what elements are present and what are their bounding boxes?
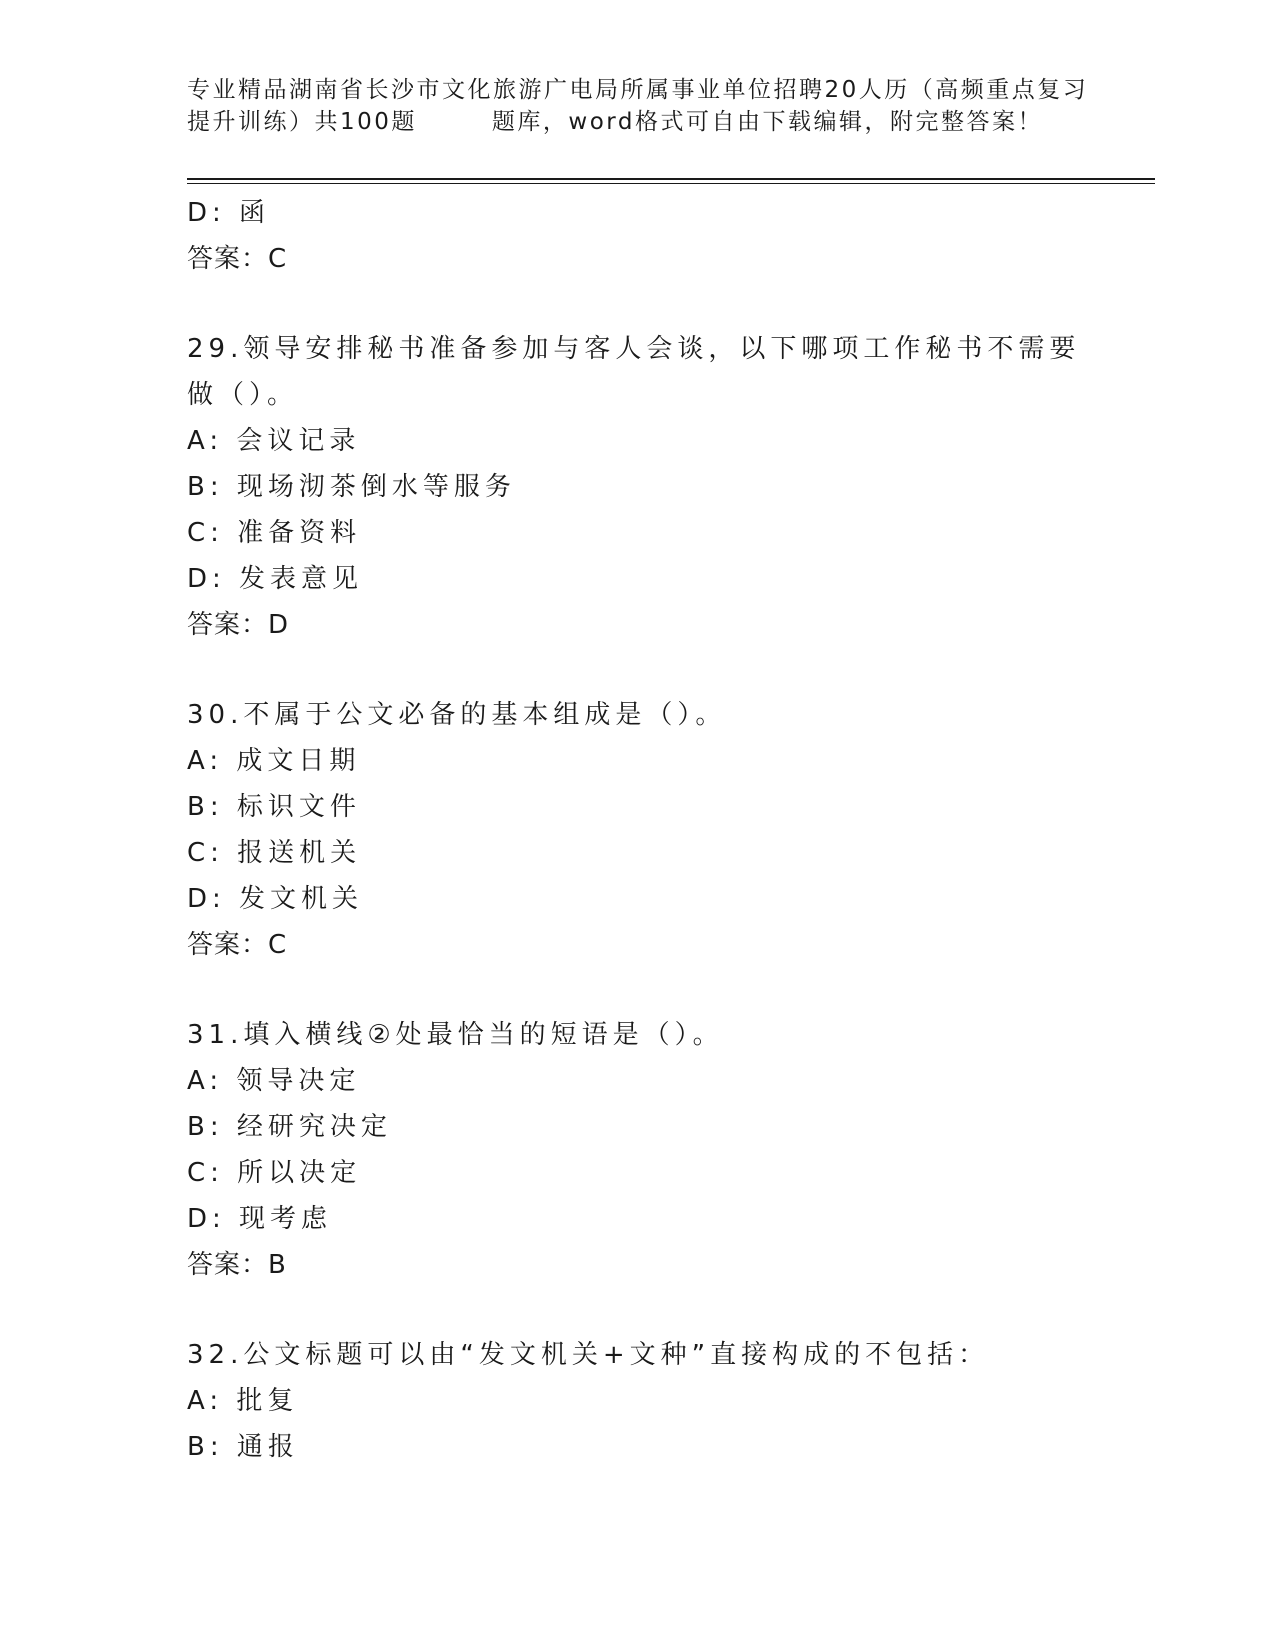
option-c: C: 所以决定 [187,1158,362,1188]
document-header [187,74,1087,138]
question-31 [187,1012,1087,1288]
question-text: 29.领导安排秘书准备参加与客人会谈，以下哪项工作秘书不需要做（）。 [187,334,1081,410]
question-30 [187,692,1087,968]
answer: 答案：B [187,1250,287,1280]
header-line-2 [187,106,1087,138]
question-29 [187,326,1087,648]
question-text: 32.公文标题可以由“发文机关+文种”直接构成的不包括： [187,1340,990,1370]
document-body [187,190,1087,1470]
option-d: D: 发表意见 [187,564,364,594]
question-text: 31.填入横线②处最恰当的短语是（）。 [187,1020,724,1050]
question-32 [187,1332,1087,1470]
option-c: C: 报送机关 [187,838,362,868]
header-divider-thick [187,178,1155,180]
option-a: A: 成文日期 [187,746,361,776]
answer: 答案：D [187,610,290,640]
header-line-2-part-a: 提升训练）共100题 [187,109,417,135]
header-divider-thin [187,183,1155,184]
option-d: D: 发文机关 [187,884,364,914]
answer: 答案：C [187,930,288,960]
option-b: B: 经研究决定 [187,1112,392,1142]
answer: 答案：C [187,244,288,274]
option-b: B: 通报 [187,1432,299,1462]
header-line-2-part-b: 题库，word格式可自由下载编辑，附完整答案！ [491,109,1043,135]
option-a: A: 会议记录 [187,426,361,456]
option-d: D: 函 [187,198,271,228]
option-b: B: 标识文件 [187,792,361,822]
header-line-1: 专业精品湖南省长沙市文化旅游广电局所属事业单位招聘20人历（高频重点复习 [187,77,1089,103]
option-a: A: 领导决定 [187,1066,361,1096]
option-b: B: 现场沏茶倒水等服务 [187,472,516,502]
previous-question-tail [187,190,1087,282]
option-d: D: 现考虑 [187,1204,333,1234]
option-c: C: 准备资料 [187,518,362,548]
option-a: A: 批复 [187,1386,299,1416]
question-text: 30.不属于公文必备的基本组成是（）。 [187,700,727,730]
